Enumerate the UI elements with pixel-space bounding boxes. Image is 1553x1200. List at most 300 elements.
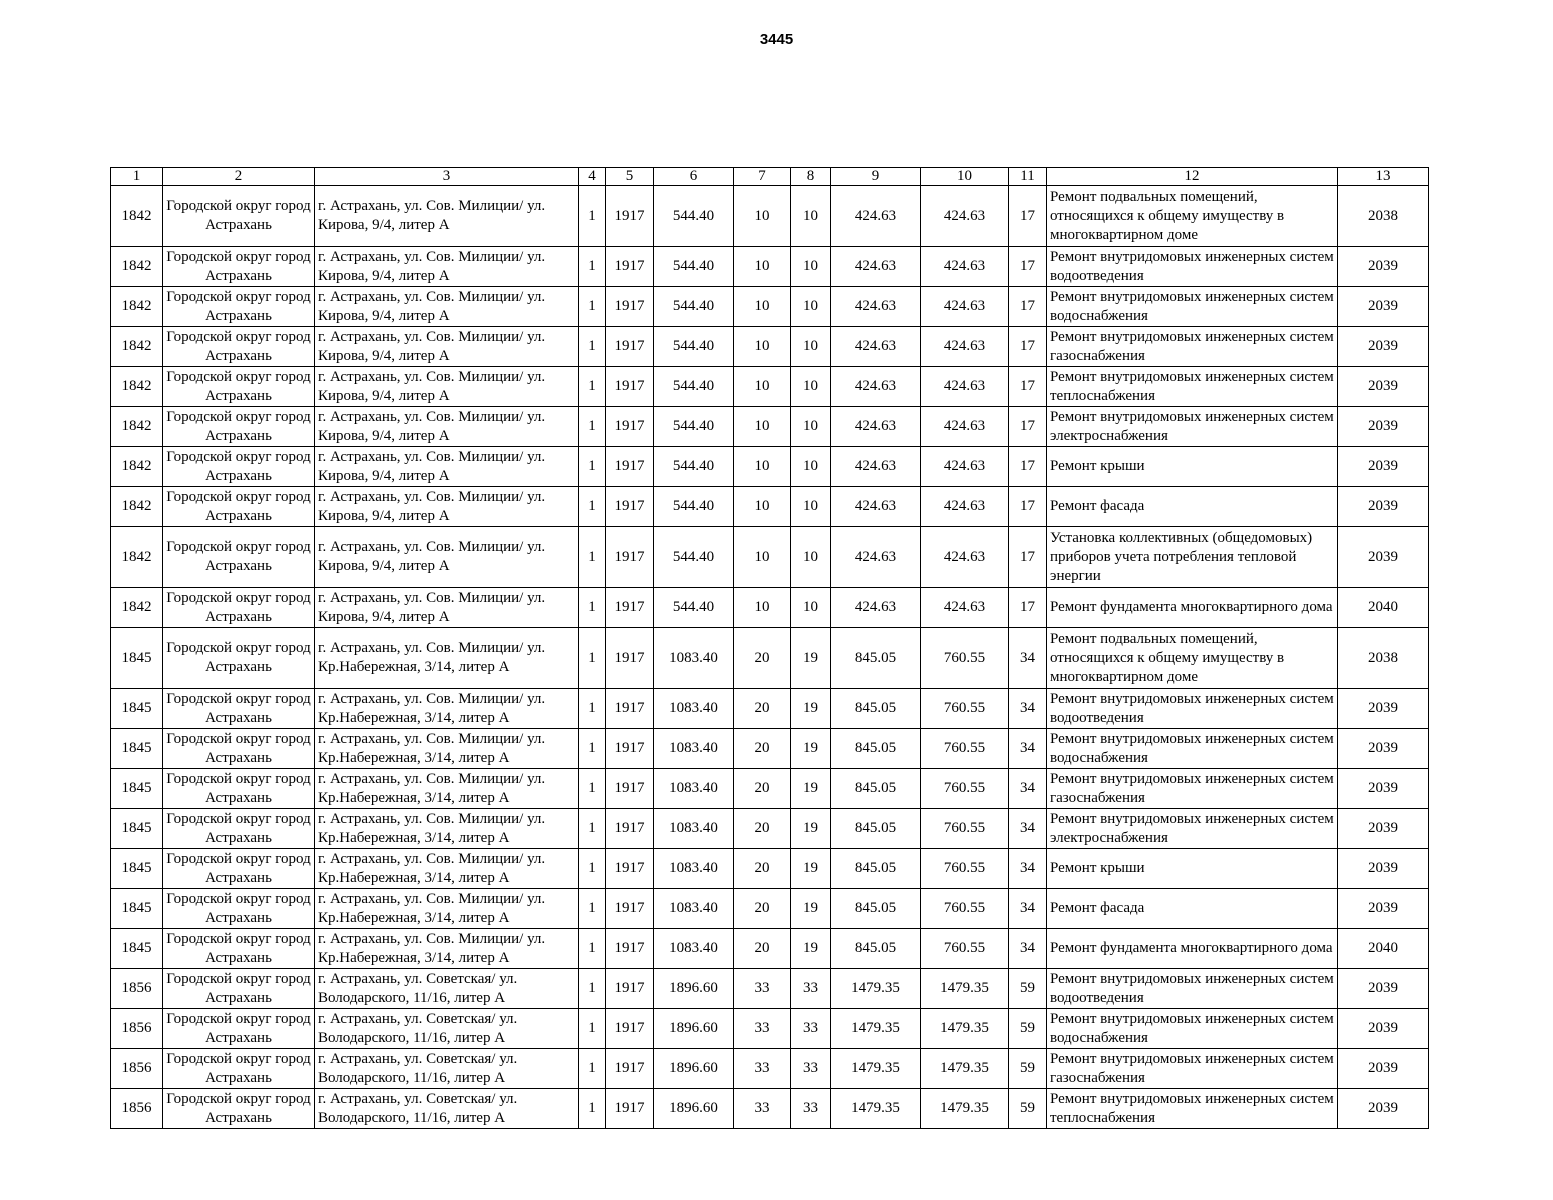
cell-repair-type: Ремонт внутридомовых инженерных систем теплоснабжения xyxy=(1047,1089,1338,1129)
cell-object-number: 1842 xyxy=(111,186,163,247)
cell-municipality: Городской округ город Астрахань xyxy=(163,1089,315,1129)
cell-apartments-residential: 10 xyxy=(791,327,831,367)
cell-object-number: 1842 xyxy=(111,447,163,487)
cell-municipality: Городской округ город Астрахань xyxy=(163,588,315,628)
cell-year-built: 1917 xyxy=(606,407,654,447)
cell-address: г. Астрахань, ул. Сов. Милиции/ ул. Кирова, 9/4, литер А xyxy=(315,487,579,527)
table-row xyxy=(111,729,1429,769)
cell-total-area: 1083.40 xyxy=(654,849,734,889)
cell-living-area: 424.63 xyxy=(831,588,921,628)
cell-private-area: 760.55 xyxy=(921,689,1009,729)
table-row xyxy=(111,1009,1429,1049)
cell-apartments-residential: 19 xyxy=(791,769,831,809)
table-row xyxy=(111,186,1429,247)
cell-object-number: 1842 xyxy=(111,247,163,287)
cell-residents: 17 xyxy=(1009,327,1047,367)
cell-address: г. Астрахань, ул. Сов. Милиции/ ул. Кр.Набережная, 3/14, литер А xyxy=(315,729,579,769)
cell-address: г. Астрахань, ул. Сов. Милиции/ ул. Кр.Набережная, 3/14, литер А xyxy=(315,809,579,849)
cell-year-built: 1917 xyxy=(606,969,654,1009)
cell-year-built: 1917 xyxy=(606,1089,654,1129)
cell-private-area: 424.63 xyxy=(921,527,1009,588)
cell-total-area: 1896.60 xyxy=(654,969,734,1009)
cell-planned-year: 2040 xyxy=(1338,588,1429,628)
cell-address: г. Астрахань, ул. Сов. Милиции/ ул. Кирова, 9/4, литер А xyxy=(315,327,579,367)
cell-municipality: Городской округ город Астрахань xyxy=(163,327,315,367)
cell-planned-year: 2039 xyxy=(1338,447,1429,487)
cell-residents: 17 xyxy=(1009,186,1047,247)
cell-repair-type: Ремонт внутридомовых инженерных систем электроснабжения xyxy=(1047,809,1338,849)
cell-municipality: Городской округ город Астрахань xyxy=(163,929,315,969)
cell-building-count: 1 xyxy=(579,407,606,447)
cell-total-area: 544.40 xyxy=(654,367,734,407)
cell-object-number: 1845 xyxy=(111,849,163,889)
cell-living-area: 424.63 xyxy=(831,327,921,367)
cell-total-area: 1083.40 xyxy=(654,929,734,969)
cell-repair-type: Ремонт внутридомовых инженерных систем водоснабжения xyxy=(1047,1009,1338,1049)
cell-apartments-residential: 10 xyxy=(791,287,831,327)
cell-municipality: Городской округ город Астрахань xyxy=(163,849,315,889)
cell-private-area: 760.55 xyxy=(921,729,1009,769)
cell-planned-year: 2039 xyxy=(1338,809,1429,849)
cell-building-count: 1 xyxy=(579,929,606,969)
table-row xyxy=(111,527,1429,588)
capital-repair-table xyxy=(110,167,1429,1129)
cell-apartments-total: 33 xyxy=(734,1009,791,1049)
cell-apartments-total: 10 xyxy=(734,588,791,628)
cell-residents: 17 xyxy=(1009,287,1047,327)
cell-address: г. Астрахань, ул. Сов. Милиции/ ул. Кр.Набережная, 3/14, литер А xyxy=(315,889,579,929)
cell-apartments-total: 10 xyxy=(734,247,791,287)
cell-repair-type: Ремонт крыши xyxy=(1047,849,1338,889)
col-header-13: 13 xyxy=(1338,168,1429,186)
cell-apartments-residential: 10 xyxy=(791,407,831,447)
cell-object-number: 1845 xyxy=(111,729,163,769)
cell-private-area: 760.55 xyxy=(921,809,1009,849)
table-row xyxy=(111,929,1429,969)
cell-apartments-residential: 10 xyxy=(791,487,831,527)
cell-year-built: 1917 xyxy=(606,247,654,287)
cell-repair-type: Ремонт внутридомовых инженерных систем газоснабжения xyxy=(1047,769,1338,809)
cell-year-built: 1917 xyxy=(606,588,654,628)
cell-repair-type: Ремонт внутридомовых инженерных систем водоснабжения xyxy=(1047,287,1338,327)
cell-object-number: 1842 xyxy=(111,527,163,588)
cell-object-number: 1842 xyxy=(111,588,163,628)
cell-residents: 34 xyxy=(1009,929,1047,969)
cell-living-area: 1479.35 xyxy=(831,1089,921,1129)
cell-address: г. Астрахань, ул. Сов. Милиции/ ул. Кр.Набережная, 3/14, литер А xyxy=(315,628,579,689)
cell-planned-year: 2039 xyxy=(1338,287,1429,327)
cell-address: г. Астрахань, ул. Сов. Милиции/ ул. Кр.Набережная, 3/14, литер А xyxy=(315,689,579,729)
cell-building-count: 1 xyxy=(579,287,606,327)
cell-total-area: 1896.60 xyxy=(654,1009,734,1049)
cell-planned-year: 2039 xyxy=(1338,407,1429,447)
cell-building-count: 1 xyxy=(579,889,606,929)
cell-apartments-residential: 10 xyxy=(791,186,831,247)
cell-address: г. Астрахань, ул. Сов. Милиции/ ул. Кирова, 9/4, литер А xyxy=(315,287,579,327)
cell-apartments-total: 10 xyxy=(734,407,791,447)
cell-living-area: 845.05 xyxy=(831,769,921,809)
table-row xyxy=(111,407,1429,447)
table-row xyxy=(111,327,1429,367)
cell-repair-type: Ремонт внутридомовых инженерных систем водоотведения xyxy=(1047,969,1338,1009)
cell-planned-year: 2039 xyxy=(1338,729,1429,769)
cell-repair-type: Ремонт внутридомовых инженерных систем водоснабжения xyxy=(1047,729,1338,769)
cell-building-count: 1 xyxy=(579,1089,606,1129)
header-row xyxy=(111,168,1429,186)
cell-apartments-total: 10 xyxy=(734,367,791,407)
cell-apartments-residential: 19 xyxy=(791,849,831,889)
cell-planned-year: 2039 xyxy=(1338,969,1429,1009)
cell-planned-year: 2040 xyxy=(1338,929,1429,969)
cell-municipality: Городской округ город Астрахань xyxy=(163,628,315,689)
cell-private-area: 424.63 xyxy=(921,327,1009,367)
cell-year-built: 1917 xyxy=(606,809,654,849)
cell-address: г. Астрахань, ул. Сов. Милиции/ ул. Кирова, 9/4, литер А xyxy=(315,588,579,628)
cell-residents: 59 xyxy=(1009,969,1047,1009)
table-row xyxy=(111,487,1429,527)
cell-private-area: 424.63 xyxy=(921,487,1009,527)
cell-building-count: 1 xyxy=(579,809,606,849)
cell-year-built: 1917 xyxy=(606,527,654,588)
cell-year-built: 1917 xyxy=(606,849,654,889)
cell-total-area: 544.40 xyxy=(654,247,734,287)
cell-object-number: 1842 xyxy=(111,367,163,407)
col-header-5: 5 xyxy=(606,168,654,186)
cell-living-area: 424.63 xyxy=(831,287,921,327)
cell-repair-type: Ремонт крыши xyxy=(1047,447,1338,487)
cell-repair-type: Ремонт внутридомовых инженерных систем водоотведения xyxy=(1047,689,1338,729)
cell-object-number: 1856 xyxy=(111,969,163,1009)
cell-repair-type: Ремонт внутридомовых инженерных систем электроснабжения xyxy=(1047,407,1338,447)
cell-apartments-residential: 19 xyxy=(791,889,831,929)
cell-address: г. Астрахань, ул. Сов. Милиции/ ул. Кирова, 9/4, литер А xyxy=(315,367,579,407)
cell-planned-year: 2039 xyxy=(1338,689,1429,729)
cell-planned-year: 2039 xyxy=(1338,247,1429,287)
cell-living-area: 845.05 xyxy=(831,628,921,689)
cell-repair-type: Ремонт фундамента многоквартирного дома xyxy=(1047,588,1338,628)
cell-living-area: 1479.35 xyxy=(831,1049,921,1089)
cell-residents: 34 xyxy=(1009,889,1047,929)
cell-living-area: 424.63 xyxy=(831,367,921,407)
cell-residents: 59 xyxy=(1009,1049,1047,1089)
cell-planned-year: 2039 xyxy=(1338,1049,1429,1089)
cell-private-area: 1479.35 xyxy=(921,1009,1009,1049)
table-row xyxy=(111,247,1429,287)
table-header xyxy=(111,168,1429,186)
cell-repair-type: Установка коллективных (общедомовых) приборов учета потребления тепловой энергии xyxy=(1047,527,1338,588)
cell-building-count: 1 xyxy=(579,487,606,527)
cell-private-area: 424.63 xyxy=(921,287,1009,327)
cell-private-area: 424.63 xyxy=(921,247,1009,287)
cell-residents: 34 xyxy=(1009,769,1047,809)
cell-municipality: Городской округ город Астрахань xyxy=(163,769,315,809)
cell-total-area: 1083.40 xyxy=(654,809,734,849)
cell-address: г. Астрахань, ул. Сов. Милиции/ ул. Кирова, 9/4, литер А xyxy=(315,247,579,287)
table-row xyxy=(111,1049,1429,1089)
cell-apartments-total: 10 xyxy=(734,327,791,367)
cell-residents: 17 xyxy=(1009,527,1047,588)
cell-municipality: Городской округ город Астрахань xyxy=(163,729,315,769)
table-row xyxy=(111,969,1429,1009)
cell-residents: 34 xyxy=(1009,689,1047,729)
table-row xyxy=(111,287,1429,327)
table-row xyxy=(111,367,1429,407)
cell-residents: 17 xyxy=(1009,487,1047,527)
cell-living-area: 424.63 xyxy=(831,447,921,487)
cell-municipality: Городской округ город Астрахань xyxy=(163,1049,315,1089)
table-row xyxy=(111,769,1429,809)
cell-address: г. Астрахань, ул. Сов. Милиции/ ул. Кирова, 9/4, литер А xyxy=(315,186,579,247)
cell-repair-type: Ремонт внутридомовых инженерных систем газоснабжения xyxy=(1047,327,1338,367)
cell-private-area: 760.55 xyxy=(921,889,1009,929)
col-header-6: 6 xyxy=(654,168,734,186)
cell-planned-year: 2038 xyxy=(1338,186,1429,247)
cell-apartments-total: 10 xyxy=(734,487,791,527)
cell-repair-type: Ремонт фундамента многоквартирного дома xyxy=(1047,929,1338,969)
cell-apartments-residential: 10 xyxy=(791,527,831,588)
cell-year-built: 1917 xyxy=(606,327,654,367)
cell-building-count: 1 xyxy=(579,186,606,247)
cell-apartments-total: 20 xyxy=(734,628,791,689)
cell-address: г. Астрахань, ул. Сов. Милиции/ ул. Кр.Набережная, 3/14, литер А xyxy=(315,849,579,889)
cell-address: г. Астрахань, ул. Советская/ ул. Володарского, 11/16, литер А xyxy=(315,1049,579,1089)
cell-building-count: 1 xyxy=(579,628,606,689)
cell-year-built: 1917 xyxy=(606,628,654,689)
cell-year-built: 1917 xyxy=(606,929,654,969)
cell-apartments-total: 20 xyxy=(734,729,791,769)
cell-object-number: 1842 xyxy=(111,487,163,527)
cell-building-count: 1 xyxy=(579,1049,606,1089)
cell-private-area: 424.63 xyxy=(921,407,1009,447)
cell-building-count: 1 xyxy=(579,969,606,1009)
cell-total-area: 544.40 xyxy=(654,287,734,327)
cell-planned-year: 2039 xyxy=(1338,1009,1429,1049)
table-row xyxy=(111,849,1429,889)
cell-municipality: Городской округ город Астрахань xyxy=(163,287,315,327)
cell-year-built: 1917 xyxy=(606,1009,654,1049)
cell-private-area: 424.63 xyxy=(921,447,1009,487)
cell-building-count: 1 xyxy=(579,689,606,729)
cell-address: г. Астрахань, ул. Сов. Милиции/ ул. Кр.Набережная, 3/14, литер А xyxy=(315,769,579,809)
cell-year-built: 1917 xyxy=(606,287,654,327)
cell-total-area: 544.40 xyxy=(654,527,734,588)
cell-object-number: 1845 xyxy=(111,769,163,809)
cell-total-area: 544.40 xyxy=(654,186,734,247)
cell-address: г. Астрахань, ул. Советская/ ул. Володарского, 11/16, литер А xyxy=(315,1089,579,1129)
cell-apartments-residential: 19 xyxy=(791,628,831,689)
cell-residents: 34 xyxy=(1009,809,1047,849)
cell-planned-year: 2039 xyxy=(1338,527,1429,588)
col-header-7: 7 xyxy=(734,168,791,186)
cell-living-area: 845.05 xyxy=(831,729,921,769)
cell-address: г. Астрахань, ул. Советская/ ул. Володарского, 11/16, литер А xyxy=(315,1009,579,1049)
cell-planned-year: 2039 xyxy=(1338,367,1429,407)
cell-private-area: 1479.35 xyxy=(921,969,1009,1009)
cell-living-area: 424.63 xyxy=(831,186,921,247)
cell-total-area: 1083.40 xyxy=(654,628,734,689)
cell-planned-year: 2039 xyxy=(1338,769,1429,809)
cell-municipality: Городской округ город Астрахань xyxy=(163,527,315,588)
cell-total-area: 1083.40 xyxy=(654,889,734,929)
col-header-8: 8 xyxy=(791,168,831,186)
cell-apartments-residential: 33 xyxy=(791,1089,831,1129)
cell-repair-type: Ремонт подвальных помещений, относящихся к общему имуществу в многоквартирном доме xyxy=(1047,186,1338,247)
cell-repair-type: Ремонт подвальных помещений, относящихся к общему имуществу в многоквартирном доме xyxy=(1047,628,1338,689)
cell-living-area: 845.05 xyxy=(831,849,921,889)
cell-planned-year: 2039 xyxy=(1338,1089,1429,1129)
cell-residents: 17 xyxy=(1009,247,1047,287)
cell-total-area: 1083.40 xyxy=(654,729,734,769)
cell-apartments-residential: 10 xyxy=(791,367,831,407)
cell-private-area: 424.63 xyxy=(921,186,1009,247)
cell-address: г. Астрахань, ул. Сов. Милиции/ ул. Кирова, 9/4, литер А xyxy=(315,447,579,487)
cell-building-count: 1 xyxy=(579,367,606,407)
cell-object-number: 1845 xyxy=(111,628,163,689)
cell-apartments-total: 20 xyxy=(734,849,791,889)
col-header-2: 2 xyxy=(163,168,315,186)
cell-living-area: 1479.35 xyxy=(831,1009,921,1049)
cell-municipality: Городской округ город Астрахань xyxy=(163,689,315,729)
cell-address: г. Астрахань, ул. Сов. Милиции/ ул. Кр.Набережная, 3/14, литер А xyxy=(315,929,579,969)
cell-apartments-residential: 10 xyxy=(791,247,831,287)
cell-residents: 34 xyxy=(1009,729,1047,769)
cell-object-number: 1845 xyxy=(111,889,163,929)
cell-living-area: 845.05 xyxy=(831,889,921,929)
cell-planned-year: 2038 xyxy=(1338,628,1429,689)
col-header-3: 3 xyxy=(315,168,579,186)
cell-private-area: 1479.35 xyxy=(921,1089,1009,1129)
cell-year-built: 1917 xyxy=(606,729,654,769)
cell-municipality: Городской округ город Астрахань xyxy=(163,447,315,487)
cell-municipality: Городской округ город Астрахань xyxy=(163,889,315,929)
cell-total-area: 1896.60 xyxy=(654,1049,734,1089)
table-row xyxy=(111,809,1429,849)
cell-residents: 59 xyxy=(1009,1089,1047,1129)
cell-residents: 34 xyxy=(1009,628,1047,689)
cell-apartments-total: 10 xyxy=(734,447,791,487)
cell-apartments-total: 33 xyxy=(734,1049,791,1089)
table-row xyxy=(111,447,1429,487)
cell-private-area: 424.63 xyxy=(921,367,1009,407)
cell-repair-type: Ремонт внутридомовых инженерных систем газоснабжения xyxy=(1047,1049,1338,1089)
cell-total-area: 544.40 xyxy=(654,487,734,527)
cell-object-number: 1856 xyxy=(111,1009,163,1049)
cell-residents: 17 xyxy=(1009,367,1047,407)
cell-object-number: 1842 xyxy=(111,287,163,327)
cell-object-number: 1845 xyxy=(111,809,163,849)
cell-municipality: Городской округ город Астрахань xyxy=(163,367,315,407)
cell-object-number: 1842 xyxy=(111,407,163,447)
table-body xyxy=(111,186,1429,1129)
cell-building-count: 1 xyxy=(579,247,606,287)
cell-year-built: 1917 xyxy=(606,769,654,809)
col-header-9: 9 xyxy=(831,168,921,186)
cell-building-count: 1 xyxy=(579,327,606,367)
cell-residents: 34 xyxy=(1009,849,1047,889)
cell-municipality: Городской округ город Астрахань xyxy=(163,809,315,849)
table-row xyxy=(111,628,1429,689)
cell-repair-type: Ремонт фасада xyxy=(1047,889,1338,929)
cell-building-count: 1 xyxy=(579,729,606,769)
cell-municipality: Городской округ город Астрахань xyxy=(163,1009,315,1049)
cell-private-area: 760.55 xyxy=(921,849,1009,889)
cell-residents: 59 xyxy=(1009,1009,1047,1049)
cell-year-built: 1917 xyxy=(606,1049,654,1089)
cell-apartments-total: 20 xyxy=(734,889,791,929)
cell-apartments-total: 20 xyxy=(734,689,791,729)
cell-apartments-residential: 33 xyxy=(791,1049,831,1089)
cell-living-area: 845.05 xyxy=(831,689,921,729)
cell-apartments-residential: 19 xyxy=(791,929,831,969)
table-row xyxy=(111,588,1429,628)
cell-planned-year: 2039 xyxy=(1338,487,1429,527)
table-row xyxy=(111,889,1429,929)
cell-address: г. Астрахань, ул. Сов. Милиции/ ул. Кирова, 9/4, литер А xyxy=(315,527,579,588)
cell-living-area: 424.63 xyxy=(831,527,921,588)
cell-residents: 17 xyxy=(1009,447,1047,487)
cell-private-area: 760.55 xyxy=(921,769,1009,809)
cell-year-built: 1917 xyxy=(606,447,654,487)
page-number: 3445 xyxy=(759,31,794,48)
cell-apartments-residential: 10 xyxy=(791,588,831,628)
cell-apartments-residential: 10 xyxy=(791,447,831,487)
cell-year-built: 1917 xyxy=(606,689,654,729)
cell-building-count: 1 xyxy=(579,849,606,889)
cell-total-area: 544.40 xyxy=(654,407,734,447)
cell-private-area: 424.63 xyxy=(921,588,1009,628)
cell-address: г. Астрахань, ул. Советская/ ул. Володарского, 11/16, литер А xyxy=(315,969,579,1009)
cell-address: г. Астрахань, ул. Сов. Милиции/ ул. Кирова, 9/4, литер А xyxy=(315,407,579,447)
cell-private-area: 760.55 xyxy=(921,628,1009,689)
col-header-1: 1 xyxy=(111,168,163,186)
cell-building-count: 1 xyxy=(579,769,606,809)
cell-apartments-residential: 19 xyxy=(791,729,831,769)
cell-living-area: 424.63 xyxy=(831,247,921,287)
table-row xyxy=(111,689,1429,729)
col-header-10: 10 xyxy=(921,168,1009,186)
cell-apartments-residential: 33 xyxy=(791,1009,831,1049)
cell-apartments-total: 10 xyxy=(734,527,791,588)
cell-living-area: 845.05 xyxy=(831,809,921,849)
cell-total-area: 1083.40 xyxy=(654,769,734,809)
cell-object-number: 1856 xyxy=(111,1089,163,1129)
cell-living-area: 845.05 xyxy=(831,929,921,969)
cell-total-area: 544.40 xyxy=(654,447,734,487)
col-header-11: 11 xyxy=(1009,168,1047,186)
cell-building-count: 1 xyxy=(579,1009,606,1049)
cell-apartments-residential: 19 xyxy=(791,809,831,849)
cell-municipality: Городской округ город Астрахань xyxy=(163,247,315,287)
cell-object-number: 1845 xyxy=(111,689,163,729)
cell-object-number: 1845 xyxy=(111,929,163,969)
cell-residents: 17 xyxy=(1009,588,1047,628)
cell-year-built: 1917 xyxy=(606,186,654,247)
cell-private-area: 760.55 xyxy=(921,929,1009,969)
cell-total-area: 1896.60 xyxy=(654,1089,734,1129)
cell-residents: 17 xyxy=(1009,407,1047,447)
cell-apartments-total: 33 xyxy=(734,969,791,1009)
cell-total-area: 544.40 xyxy=(654,327,734,367)
cell-apartments-residential: 33 xyxy=(791,969,831,1009)
cell-apartments-total: 33 xyxy=(734,1089,791,1129)
cell-building-count: 1 xyxy=(579,527,606,588)
cell-repair-type: Ремонт внутридомовых инженерных систем водоотведения xyxy=(1047,247,1338,287)
cell-building-count: 1 xyxy=(579,588,606,628)
cell-total-area: 1083.40 xyxy=(654,689,734,729)
col-header-12: 12 xyxy=(1047,168,1338,186)
cell-apartments-total: 10 xyxy=(734,287,791,327)
cell-repair-type: Ремонт фасада xyxy=(1047,487,1338,527)
